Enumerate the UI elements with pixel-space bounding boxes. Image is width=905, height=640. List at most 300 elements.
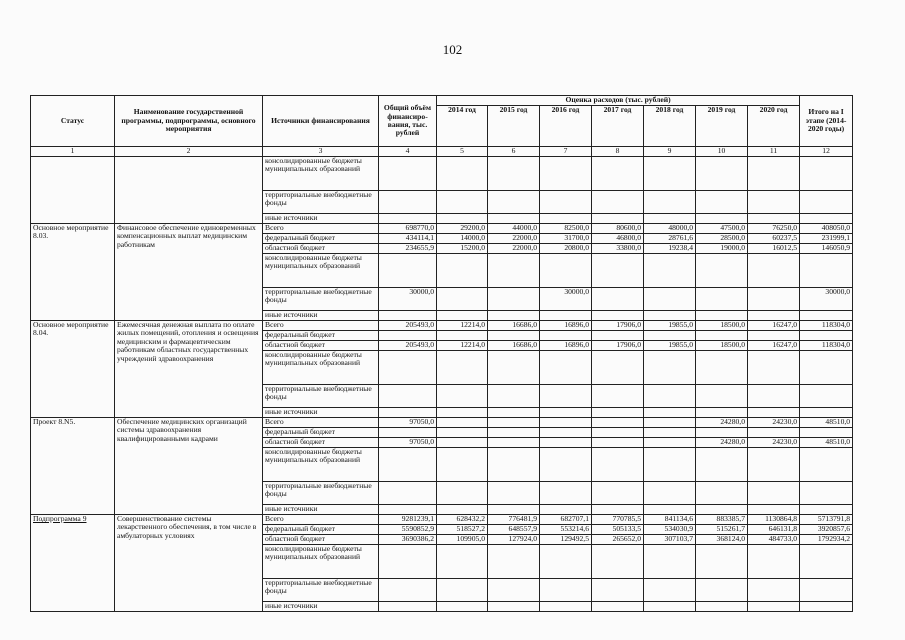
year-value [488,602,540,612]
total-value [379,505,437,515]
total-value [379,191,437,214]
row-status: Основное мероприятие 8.04. [31,321,115,418]
funding-source: иные источники [263,408,379,418]
year-value [540,351,592,385]
year-value: 48000,0 [644,224,696,234]
itogo-value [800,254,853,288]
itogo-value [800,385,853,408]
year-value: 22000,0 [488,234,540,244]
page-number: 102 [442,42,463,57]
year-value [540,438,592,448]
column-number: 10 [696,147,748,157]
year-value [437,288,488,311]
year-value [592,288,644,311]
funding-source: иные источники [263,214,379,224]
funding-source: консолидированные бюджеты муниципальных образований [263,351,379,385]
year-value: 14000,0 [437,234,488,244]
itogo-value [800,191,853,214]
column-number: 5 [437,147,488,157]
year-value [488,408,540,418]
year-value [437,331,488,341]
funding-source: территориальные внебюджетные фонды [263,385,379,408]
year-value [696,331,748,341]
year-value [437,408,488,418]
header-year: 2015 год [488,106,540,147]
year-value [592,351,644,385]
column-number: 12 [800,147,853,157]
funding-source: консолидированные бюджеты муниципальных образований [263,545,379,579]
itogo-value [800,482,853,505]
year-value [644,428,696,438]
year-value: 127924,0 [488,535,540,545]
itogo-value: 5713791,8 [800,515,853,525]
year-value [696,448,748,482]
year-value: 24280,0 [696,418,748,428]
year-value: 12214,0 [437,321,488,331]
year-value [748,505,800,515]
year-value: 82500,0 [540,224,592,234]
year-value [488,438,540,448]
year-value [540,428,592,438]
year-value [592,254,644,288]
year-value [748,288,800,311]
year-value [696,157,748,191]
year-value [748,602,800,612]
year-value: 80600,0 [592,224,644,234]
funding-source: иные источники [263,602,379,612]
year-value [488,331,540,341]
year-value [748,254,800,288]
name-cell [115,157,263,224]
year-value [540,579,592,602]
total-value: 97050,0 [379,418,437,428]
year-value: 16896,0 [540,321,592,331]
itogo-value: 48510,0 [800,418,853,428]
itogo-value: 146050,9 [800,244,853,254]
year-value [644,602,696,612]
year-value [488,351,540,385]
year-value: 841134,6 [644,515,696,525]
year-value [488,311,540,321]
year-value [644,214,696,224]
funding-source: федеральный бюджет [263,525,379,535]
year-value: 16012,5 [748,244,800,254]
year-value [748,311,800,321]
budget-table [30,95,853,612]
itogo-value [800,331,853,341]
year-value [592,214,644,224]
header-name: Наименование государственной программы, подпрограммы, основного мероприятия [115,96,263,147]
year-value [592,482,644,505]
total-value: 205493,0 [379,341,437,351]
itogo-value: 118304,0 [800,341,853,351]
year-value [437,191,488,214]
year-value [488,482,540,505]
header-year: 2016 год [540,106,592,147]
year-value: 24230,0 [748,418,800,428]
table-row [31,321,853,331]
year-value: 17906,0 [592,341,644,351]
year-value [488,579,540,602]
year-value: 44000,0 [488,224,540,234]
funding-source: федеральный бюджет [263,234,379,244]
total-value [379,331,437,341]
total-value: 434114,1 [379,234,437,244]
year-value [644,157,696,191]
total-value: 234655,9 [379,244,437,254]
header-year: 2017 год [592,106,644,147]
year-value: 17906,0 [592,321,644,331]
year-value [748,331,800,341]
year-value: 28500,0 [696,234,748,244]
row-status: Проект 8.N5. [31,418,115,515]
funding-source: территориальные внебюджетные фонды [263,579,379,602]
year-value [748,191,800,214]
year-value [437,482,488,505]
total-value [379,408,437,418]
funding-source: Всего [263,515,379,525]
itogo-value: 231999,1 [800,234,853,244]
year-value: 505133,5 [592,525,644,535]
year-value [748,545,800,579]
year-value [592,408,644,418]
funding-source: областной бюджет [263,341,379,351]
itogo-value: 1792934,2 [800,535,853,545]
year-value [540,214,592,224]
year-value [437,385,488,408]
year-value [748,351,800,385]
year-value [592,428,644,438]
year-value [748,385,800,408]
year-value [644,288,696,311]
funding-source: иные источники [263,505,379,515]
column-number: 8 [592,147,644,157]
year-value [644,438,696,448]
year-value: 484733,0 [748,535,800,545]
year-value: 515261,7 [696,525,748,535]
total-value [379,385,437,408]
year-value [592,448,644,482]
column-number: 6 [488,147,540,157]
year-value [437,448,488,482]
year-value [644,579,696,602]
year-value [644,482,696,505]
total-value [379,579,437,602]
year-value [592,311,644,321]
year-value [540,482,592,505]
year-value [437,214,488,224]
total-value [379,428,437,438]
total-value [379,254,437,288]
total-value [379,602,437,612]
funding-source: Всего [263,224,379,234]
year-value: 553214,6 [540,525,592,535]
itogo-value [800,545,853,579]
funding-source: областной бюджет [263,438,379,448]
total-value: 3690386,2 [379,535,437,545]
header-itogo: Итого на I этапе (2014-2020 годы) [800,96,853,147]
itogo-value: 118304,0 [800,321,853,331]
funding-source: консолидированные бюджеты муниципальных образований [263,254,379,288]
year-value [592,505,644,515]
year-value: 16896,0 [540,341,592,351]
itogo-value: 408050,0 [800,224,853,234]
year-value [592,602,644,612]
year-value [592,191,644,214]
year-value [696,602,748,612]
year-value [488,385,540,408]
total-value [379,214,437,224]
header-year: 2014 год [437,106,488,147]
year-value [696,505,748,515]
itogo-value [800,579,853,602]
table-row [31,418,853,428]
column-number: 1 [31,147,115,157]
row-status: Подпрограмма 9 [31,515,115,612]
year-value [696,191,748,214]
year-value [437,438,488,448]
total-value [379,157,437,191]
total-value [379,482,437,505]
year-value [592,545,644,579]
header-total: Общий объём финансиро-вания, тыс. рублей [379,96,437,147]
year-value [696,254,748,288]
total-value: 30000,0 [379,288,437,311]
funding-source: консолидированные бюджеты муниципальных образований [263,448,379,482]
year-value [540,311,592,321]
header-year: 2020 год [748,106,800,147]
year-value [644,191,696,214]
year-value [437,157,488,191]
year-value [488,288,540,311]
itogo-value: 30000,0 [800,288,853,311]
year-value: 47500,0 [696,224,748,234]
year-value: 33800,0 [592,244,644,254]
total-value [379,311,437,321]
year-value: 20800,0 [540,244,592,254]
total-value: 698770,0 [379,224,437,234]
year-value: 30000,0 [540,288,592,311]
year-value: 19855,0 [644,341,696,351]
year-value: 19000,0 [696,244,748,254]
funding-source: территориальные внебюджетные фонды [263,482,379,505]
year-value [592,579,644,602]
year-value: 60237,5 [748,234,800,244]
year-value [592,418,644,428]
header-year: 2019 год [696,106,748,147]
funding-source: Всего [263,321,379,331]
year-value [488,428,540,438]
year-value: 18500,0 [696,321,748,331]
total-value: 97050,0 [379,438,437,448]
year-value [644,385,696,408]
year-value [437,602,488,612]
year-value [696,311,748,321]
year-value: 129492,5 [540,535,592,545]
year-value: 648557,9 [488,525,540,535]
year-value [437,505,488,515]
year-value: 628432,2 [437,515,488,525]
total-value [379,351,437,385]
year-value [696,579,748,602]
year-value: 22000,0 [488,244,540,254]
total-value [379,448,437,482]
year-value: 109905,0 [437,535,488,545]
total-value: 205493,0 [379,321,437,331]
year-value: 776481,9 [488,515,540,525]
funding-source: территориальные внебюджетные фонды [263,288,379,311]
header-sources: Источники финансирования [263,96,379,147]
header-status: Статус [31,96,115,147]
year-value [540,254,592,288]
table-row [31,515,853,525]
funding-source: территориальные внебюджетные фонды [263,191,379,214]
year-value: 1130864,8 [748,515,800,525]
year-value [644,311,696,321]
year-value [592,385,644,408]
year-value [540,408,592,418]
year-value [488,254,540,288]
year-value [644,418,696,428]
year-value [437,254,488,288]
year-value [540,157,592,191]
year-value [644,448,696,482]
column-number: 3 [263,147,379,157]
year-value: 15200,0 [437,244,488,254]
year-value [488,505,540,515]
year-value [540,448,592,482]
year-value [437,311,488,321]
year-value [540,385,592,408]
year-value [748,428,800,438]
year-value [696,408,748,418]
year-value [644,331,696,341]
year-value [748,579,800,602]
year-value [748,157,800,191]
year-value [748,408,800,418]
year-value: 518527,2 [437,525,488,535]
year-value [488,418,540,428]
year-value [437,418,488,428]
year-value [437,579,488,602]
year-value: 16686,0 [488,321,540,331]
year-value: 31700,0 [540,234,592,244]
itogo-value: 3920857,6 [800,525,853,535]
year-value: 16247,0 [748,341,800,351]
year-value [644,408,696,418]
itogo-value [800,448,853,482]
funding-source: областной бюджет [263,535,379,545]
year-value [540,505,592,515]
itogo-value [800,505,853,515]
total-value: 5590852,9 [379,525,437,535]
year-value [488,545,540,579]
year-value: 682707,1 [540,515,592,525]
year-value [540,418,592,428]
itogo-value [800,157,853,191]
column-number: 2 [115,147,263,157]
year-value: 19238,4 [644,244,696,254]
funding-source: иные источники [263,311,379,321]
year-value: 646131,8 [748,525,800,535]
row-name: Обеспечение медицинских организаций системы здравоохранения квалифицированными кадрами [115,418,263,515]
itogo-value [800,311,853,321]
year-value [696,545,748,579]
year-value [696,351,748,385]
year-value: 534030,9 [644,525,696,535]
header-estimate: Оценка расходов (тыс. рублей) [437,96,800,106]
row-name: Финансовое обеспечение единовременных компенсационных выплат медицинским работникам [115,224,263,321]
funding-source: федеральный бюджет [263,428,379,438]
year-value: 28761,6 [644,234,696,244]
total-value [379,545,437,579]
year-value: 18500,0 [696,341,748,351]
year-value: 16686,0 [488,341,540,351]
year-value [748,214,800,224]
itogo-value [800,428,853,438]
row-name: Ежемесячная денежная выплата по оплате жилых помещений, отопления и освещения медицинским и фармацевтическим работникам областных государственных учреждений здравоохранения [115,321,263,418]
funding-source: консолидированные бюджеты муниципальных образований [263,157,379,191]
funding-source: областной бюджет [263,244,379,254]
year-value [644,505,696,515]
status-cell [31,157,115,224]
column-number: 7 [540,147,592,157]
year-value [540,191,592,214]
row-name: Совершенствование системы лекарственного обеспечения, в том числе в амбулаторных условиях [115,515,263,612]
column-number: 9 [644,147,696,157]
year-value [644,351,696,385]
year-value [696,482,748,505]
row-status: Основное мероприятие 8.03. [31,224,115,321]
year-value: 24230,0 [748,438,800,448]
column-number: 4 [379,147,437,157]
year-value [644,254,696,288]
total-value: 9281239,1 [379,515,437,525]
year-value [696,214,748,224]
year-value [592,331,644,341]
year-value [696,385,748,408]
year-value [696,428,748,438]
itogo-value: 48510,0 [800,438,853,448]
year-value [488,448,540,482]
year-value [488,157,540,191]
year-value [437,428,488,438]
year-value: 265652,0 [592,535,644,545]
year-value [540,545,592,579]
year-value: 368124,0 [696,535,748,545]
header-year: 2018 год [644,106,696,147]
year-value: 883385,7 [696,515,748,525]
table-row [31,224,853,234]
year-value: 24280,0 [696,438,748,448]
itogo-value [800,408,853,418]
year-value: 19855,0 [644,321,696,331]
year-value [488,214,540,224]
year-value [644,545,696,579]
year-value [540,331,592,341]
year-value [437,351,488,385]
funding-source: федеральный бюджет [263,331,379,341]
column-number: 11 [748,147,800,157]
year-value [592,438,644,448]
year-value: 46800,0 [592,234,644,244]
year-value [437,545,488,579]
year-value [748,448,800,482]
year-value [540,602,592,612]
funding-source: Всего [263,418,379,428]
year-value [696,288,748,311]
year-value: 12214,0 [437,341,488,351]
